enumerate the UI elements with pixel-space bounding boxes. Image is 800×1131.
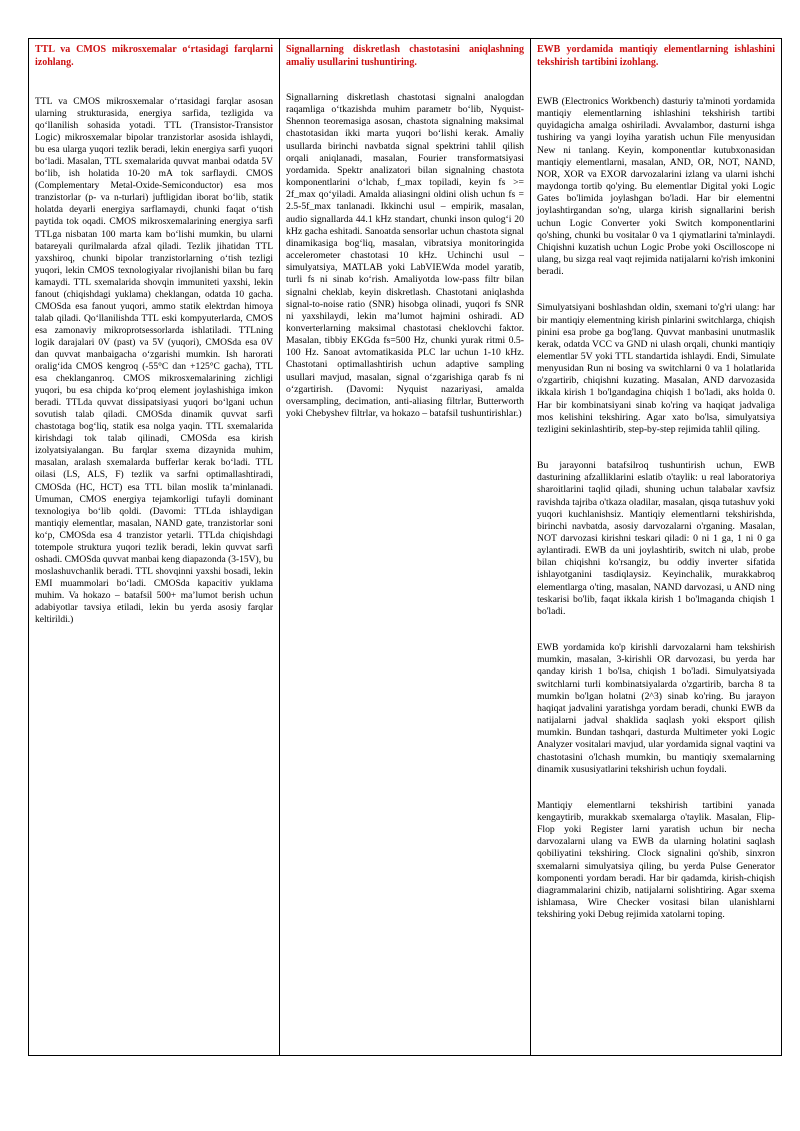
column-ewb-logic	[531, 39, 782, 1056]
answer-table	[28, 38, 782, 1056]
column-ttl-cmos	[29, 39, 280, 1056]
answer-paragraph: EWB yordamida ko'p kirishli darvozalarni ham tekshirish mumkin, masalan, 3-kirishli OR darvozasi, bu yerda har qanday kirish 1 bo'lsa, chiqish 1 bo'ladi. Simulyatsiyada switchlarni turli kombinatsiyalarda o'zgartirib, barcha 8 ta mumkin bo'lgan holatni (2^3) sinab ko'ring. Bu jarayon haqiqat jadvalini yaratishga yordam beradi, chunki EWB da natijalarni jadval shaklida saqlash yoki eksport qilish mumkin. Bundan tashqari, dasturda Multimeter yoki Logic Analyzer vositalari mavjud, ular yordamida signal vaqtini va chastotasini o'lchash mumkin, bu mantiqiy sxemalarning dinamik xususiyatlarini tekshirish uchun foydali.	[537, 642, 775, 775]
answer-paragraph: Simulyatsiyani boshlashdan oldin, sxemani to'g'ri ulang: har bir mantiqiy elementning kirish pinlarini switchlarga, chiqish pinini esa probe ga bog'lang. Quvvat manbasini unutmaslik kerak, odatda VCC va GND ni ulash orqali, chunki mantiqiy elementlar 5V yoki TTL standartida ishlaydi. Endi, Simulate menyusidan Run ni bosing va switchlarni 0 va 1 holatlarida o'zgartirib, chiqishni kuzating. Masalan, AND darvozasida ikkala kirish 1 bo'lgandagina chiqish 1 bo'ladi, aks holda 0. Har bir kombinatsiyani sinab ko'ring va haqiqat jadvaliga mos kelishini tekshiring. Agar xato bo'lsa, simulyatsiya tezligini sekinlashtirib, step-by-step rejimida tahlil qiling.	[537, 302, 775, 435]
answer-paragraph: Signallarning diskretlash chastotasi signalni analogdan raqamliga o‘tkazishda muhim parametr bo‘lib, Nyquist-Shennon teoremasiga asosan, chastota signalning maksimal chastotasidan ikki marta yuqori bo‘lishi kerak. Amaliy usullarda birinchi navbatda signal spektrini tahlil qilish orqali aniqlanadi, masalan, Fourier transformatsiyasi yordamida. Spektr analizatori bilan signalning chastota komponentlarini o‘lchab, f_max topiladi, keyin fs >= 2f_max qo‘yiladi. Amalda aliasingni oldini olish uchun fs = 2.5-5f_max tanlanadi. Ikkinchi usul – empirik, masalan, audio signallarda 44.1 kHz standart, chunki inson qulog‘i 20 kHz gacha eshitadi. Sanoatda sensorlar uchun chastota signal dinamikasiga bog‘liq, masalan, vibratsiya monitoringida accelerometer chastotasi 10 kHz. Uchinchi usul – simulyatsiya, MATLAB yoki LabVIEWda model yaratib, turli fs ni sinab ko‘rish. Amaliyotda low-pass filtr bilan signalni cheklab, keyin diskretlash. Chastotani aniqlashda signal-to-noise ratio (SNR) hisobga olinadi, yuqori fs SNR ni yaxshilaydi, lekin ma’lumot hajmini oshiradi. AD konverterlarning maksimal chastotasi cheklovchi faktor. Masalan, tibbiy EKGda fs=500 Hz, chunki yurak ritmi 0.5-100 Hz. Sanoat avtomatikasida PLC lar uchun 1-10 kHz. Chastotani optimallashtirish uchun adaptive sampling usullari mavjud, masalan, signal o‘zgarishiga qarab fs ni o‘zgartirish. (Davomi: Nyquist nazariyasi, amalda oversampling, decimation, anti-aliasing filtrlar, Butterworth yoki Chebyshev filtrlar, va hokazo – batafsil tushuntirishlar.)	[286, 92, 524, 420]
question-heading: TTL va CMOS mikrosxemalar o‘rtasidagi farqlarni izohlang.	[35, 44, 273, 68]
answer-row	[29, 39, 782, 1056]
question-heading: Signallarning diskretlash chastotasini aniqlashning amaliy usullarini tushuntiring.	[286, 44, 524, 68]
answer-paragraph: Mantiqiy elementlarni tekshirish tartibini yanada kengaytirib, murakkab sxemalarga o'taylik. Masalan, Flip-Flop yoki Register larni yaratish uchun bir necha darvozalarni ulang va EWB da ularning holatini saqlash qobiliyatini tekshiring. Clock signalini qo'shib, sinxron sxemalarni simulyatsiya qiling, bu yerda Pulse Generator komponenti yordam beradi. Har bir qadamda, kirish-chiqish diagrammalarini chizib, natijalarni solishtiring. Agar sxema ishlamasa, Wire Checker vositasi bilan ulanishlarni tekshiring yoki Debug rejimida xatolarni toping.	[537, 799, 775, 921]
answer-paragraph: TTL va CMOS mikrosxemalar o‘rtasidagi farqlar asosan ularning strukturasida, energiya sarfida, tezligida va qo‘llanilish sohasida yotadi. TTL (Transistor-Transistor Logic) mikrosxemalar bipolar tranzistorlar asosida ishlaydi, bu esa ularga yuqori tezlik beradi, lekin energiya sarfi yuqori bo‘ladi. Masalan, TTL sxemalarida quvvat manbai odatda 5V bo‘lib, ish holatida 10-20 mA tok sarflaydi. CMOS (Complementary Metal-Oxide-Semiconductor) esa mos tranzistorlar (p- va n-turlari) juftligidan iborat bo‘lib, statik holatda deyarli energiya sarflamaydi, chunki faqat o‘tish paytida tok oqadi. CMOS mikrosxemalarining energiya sarfi TTLga nisbatan 100 marta kam bo‘lishi mumkin, bu ularni batareyali qurilmalarda afzal qiladi. Tezlik jihatidan TTL yaxshiroq, chunki bipolar tranzistorlarning o‘tish tezligi yuqori, lekin CMOS texnologiyalar rivojlanishi bilan bu farq kamaydi. TTL sxemalarida shovqin immuniteti yaxshi, lekin fanout (chiqishdagi yuklama) cheklangan, odatda 10 gacha. CMOSda esa fanout yuqori, ammo statik elektrdan himoya talab qiladi. Qo‘llanilishda TTL eski kompyuterlarda, CMOS esa zamonaviy mikroprotsessorlarda ishlatiladi. TTLning logik darajalari 0V (past) va 5V (yuqori), CMOSda esa 0V dan quvvat manbaigacha o‘zgarishi mumkin. Ish harorati oralig‘ida CMOS kengroq (-55°C dan +125°C gacha), TTL esa cheklanganroq. CMOS mikrosxemalarining zichligi yuqori, bu esa chipda ko‘proq element joylashishiga imkon beradi. TTLda quvvat dissipatsiyasi yuqori bo‘lgani uchun sovutish talab qiladi. CMOSda dinamik quvvat sarfi chastotaga bog‘liq, statik esa nolga yaqin. TTL sxemalarida kirishdagi tok talab qilinadi, CMOSda esa kirish izolyatsiyalangan. Bu farqlar sxema dizaynida muhim, masalan, aralash sxemalarda bufferlar kerak bo‘ladi. TTL oilasi (LS, ALS, F) tezlik va sarfni optimallashtiradi, CMOSda (HC, HCT) esa TTL bilan moslik ta’minlanadi. Umuman, CMOS energiya tejamkorligi tufayli dominant texnologiya bo‘lib qoldi. (Davomi: TTLda ishlaydigan mantiqiy elementlar, masalan, NAND gate, tranzistorlar soni ko‘p, CMOSda esa 4 tranzistor yetarli. TTLda chiqishdagi totempole struktura yuqori tezlik beradi, lekin quvvat sarfi oshadi. CMOSda quvvat manbai keng diapazonda (3-15V), bu moslashuvchanlik beradi. TTL shovqinni yaxshi bosadi, lekin EMI muammolari bo‘ladi. CMOSda kapacitiv yuklama muhim. Va hokazo – batafsil 500+ ma’lumot berish uchun adabiyotlar tavsiya etiladi, lekin bu yerda asosiy farqlar keltirildi.)	[35, 97, 273, 626]
answer-paragraph: EWB (Electronics Workbench) dasturiy ta'minoti yordamida mantiqiy elementlarning ishlashini tekshirish tartibi quyidagicha amalga oshiriladi. Avvalambor, dasturni ishga tushiring va yangi loyiha yaratish uchun File menyusidan New ni tanlang. Keyin, komponentlar kutubxonasidan mantiqiy elementlarni, masalan, AND, OR, NOT, NAND, NOR, XOR va EXOR darvozalarini izlang va ularni ishchi maydonga tortib qo'ying. Bu elementlar Digital yoki Logic Gates bo'limida joylashgan bo'ladi. Har bir elementni joylashtirgandan so'ng, ularga kirish signallarini berish uchun Logic Converter yoki Switch komponentlarini qo'shing, chunki bu vositalar 0 va 1 qiymatlarini ta'minlaydi. Chiqishni kuzatish uchun Logic Probe yoki Oscilloscope ni ulang, bu sizga real vaqt rejimida natijalarni ko'rish imkonini beradi.	[537, 96, 775, 278]
column-sampling-rate	[280, 39, 531, 1056]
question-heading: EWB yordamida mantiqiy elementlarning ishlashini tekshirish tartibini izohlang.	[537, 44, 775, 68]
answer-paragraph: Bu jarayonni batafsilroq tushuntirish uchun, EWB dasturining afzalliklarini eslatib o'taylik: u real laboratoriya sharoitlarini taqlid qiladi, shuning uchun talabalar xavfsiz ravishda tajriba o'tkaza oladilar, masalan, qisqa tutashuv yoki yuqori kuchlanishsiz. Mantiqiy elementlarni tekshirishda, birinchi navbatda, asosiy darvozalarni o'rganing. Masalan, NOT darvozasi kirishni teskari qiladi: 0 ni 1 ga, 1 ni 0 ga aylantiradi. EWB da uni joylashtirib, switch ni ulab, probe bilan chiqishni ko'rsangiz, bu oddiy inverter sifatida ishlayotganini tasdiqlaysiz. Keyinchalik, murakkabroq elementlarga o'ting, masalan, NAND darvozasi, u AND ning teskarisi bo'lib, faqat ikkala kirish 1 bo'lmaganda chiqish 1 bo'ladi.	[537, 460, 775, 617]
